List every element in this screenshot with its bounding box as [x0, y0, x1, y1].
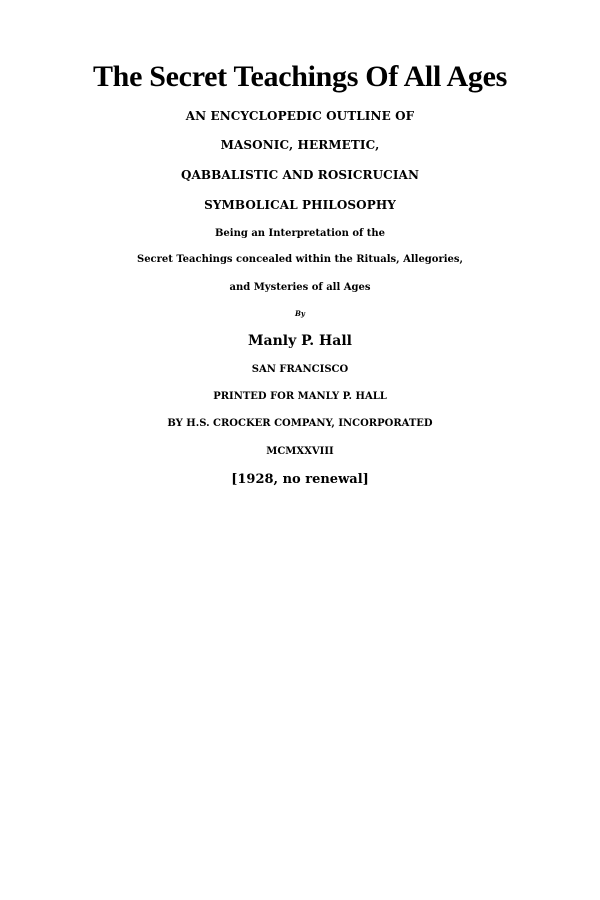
- imprint-printed-for: PRINTED FOR MANLY P. HALL: [213, 391, 387, 402]
- copyright-note: [1928, no renewal]: [231, 472, 369, 487]
- by-line: By: [295, 309, 305, 318]
- imprint-printer: BY H.S. CROCKER COMPANY, INCORPORATED: [167, 418, 433, 429]
- subtitle-line-4: SYMBOLICAL PHILOSOPHY: [204, 198, 396, 212]
- description-line-3: and Mysteries of all Ages: [229, 282, 371, 293]
- book-title: The Secret Teachings Of All Ages: [92, 60, 508, 93]
- description-line-1: Being an Interpretation of the: [214, 228, 386, 239]
- subtitle-line-3: QABBALISTIC AND ROSICRUCIAN: [180, 168, 420, 182]
- imprint-year: MCMXXVIII: [266, 446, 334, 457]
- subtitle-line-2: MASONIC, HERMETIC,: [220, 138, 380, 152]
- author-name: Manly P. Hall: [248, 333, 352, 349]
- subtitle-line-1: AN ENCYCLOPEDIC OUTLINE OF: [185, 109, 415, 123]
- imprint-city: SAN FRANCISCO: [251, 364, 349, 375]
- description-line-2: Secret Teachings concealed within the Rituals, Allegories,: [136, 254, 464, 265]
